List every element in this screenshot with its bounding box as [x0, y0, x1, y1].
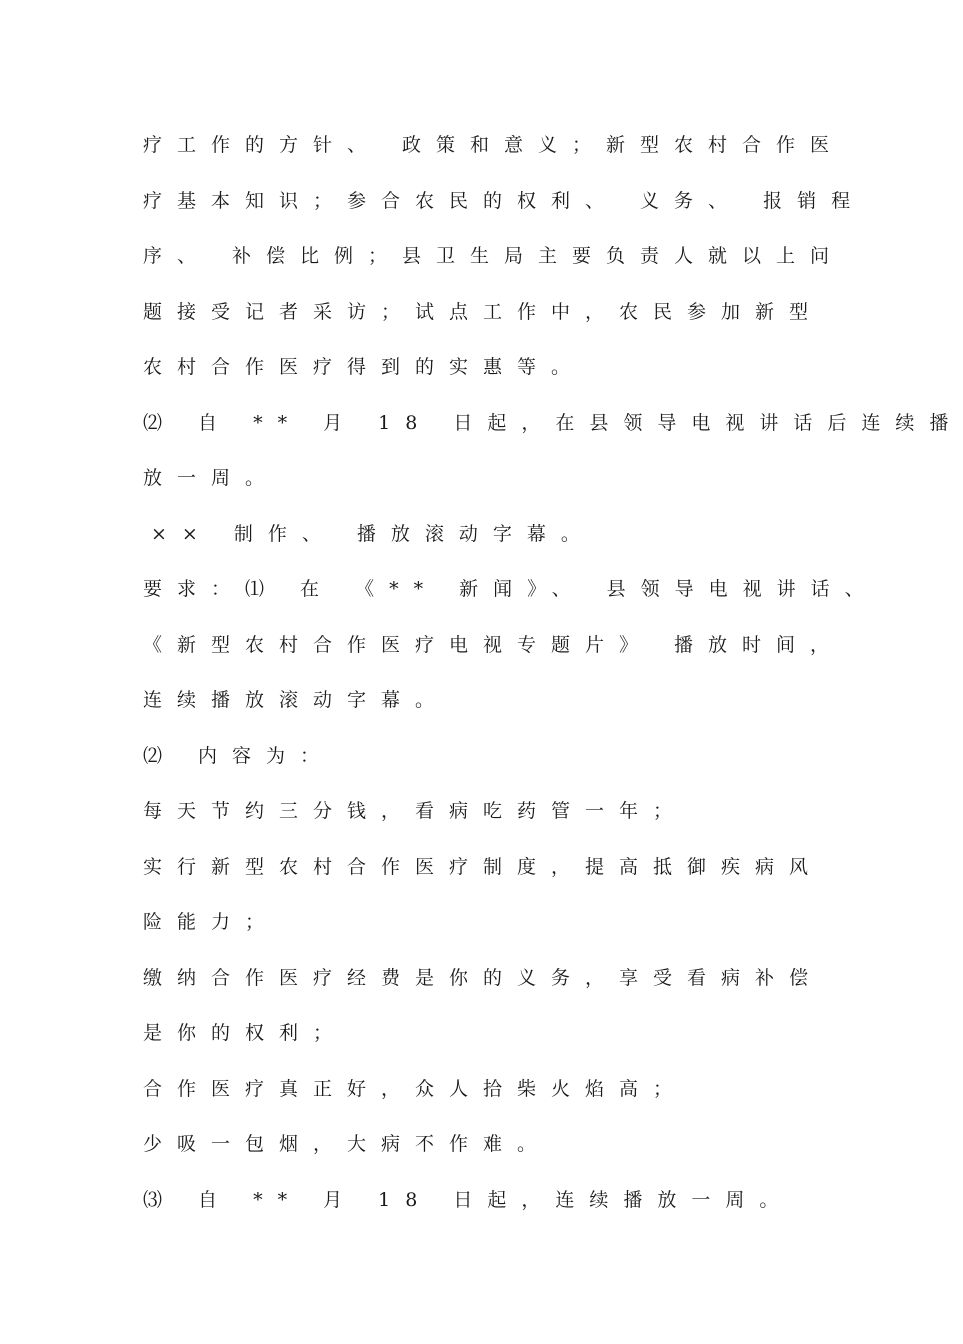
text-line-20: ⑶ 自 ** 月 18 日起，连续播放一周。 — [143, 1188, 794, 1211]
text-line-18: 合作医疗真正好，众人拾柴火焰高； — [143, 1077, 688, 1100]
text-line-9: 要求：⑴ 在 《** 新闻》、 县领导电视讲话、 — [143, 578, 879, 600]
text-line-12: ⑵ 内容为： — [143, 744, 335, 767]
text-line-5: 农村合作医疗得到的实惠等。 — [143, 356, 586, 378]
text-line-14: 实行新型农村合作医疗制度，提高抵御疾病风 — [143, 855, 824, 878]
text-line-10: 《新型农村合作医疗电视专题片》 播放时间， — [143, 633, 845, 656]
text-line-8: ×× 制作、 播放滚动字幕。 — [151, 522, 595, 545]
text-line-19: 少吸一包烟，大病不作难。 — [143, 1133, 552, 1155]
text-line-6: ⑵ 自 ** 月 18 日起，在县领导电视讲话后连续播 — [143, 411, 963, 434]
text-line-2: 疗基本知识；参合农民的权利、 义务、 报销程 — [143, 189, 866, 212]
text-line-7: 放一周。 — [143, 467, 280, 489]
text-line-15: 险能力； — [143, 911, 280, 933]
text-line-17: 是你的权利； — [143, 1022, 348, 1044]
text-line-4: 题接受记者采访；试点工作中，农民参加新型 — [143, 300, 824, 323]
text-line-13: 每天节约三分钱，看病吃药管一年； — [143, 800, 688, 822]
text-line-16: 缴纳合作医疗经费是你的义务，享受看病补偿 — [143, 966, 824, 989]
text-line-3: 序、 补偿比例；县卫生局主要负责人就以上问 — [143, 245, 845, 267]
text-line-11: 连续播放滚动字幕。 — [143, 689, 450, 711]
body-text — [143, 118, 963, 1228]
text-line-1: 疗工作的方针、 政策和意义；新型农村合作医 — [143, 134, 845, 156]
